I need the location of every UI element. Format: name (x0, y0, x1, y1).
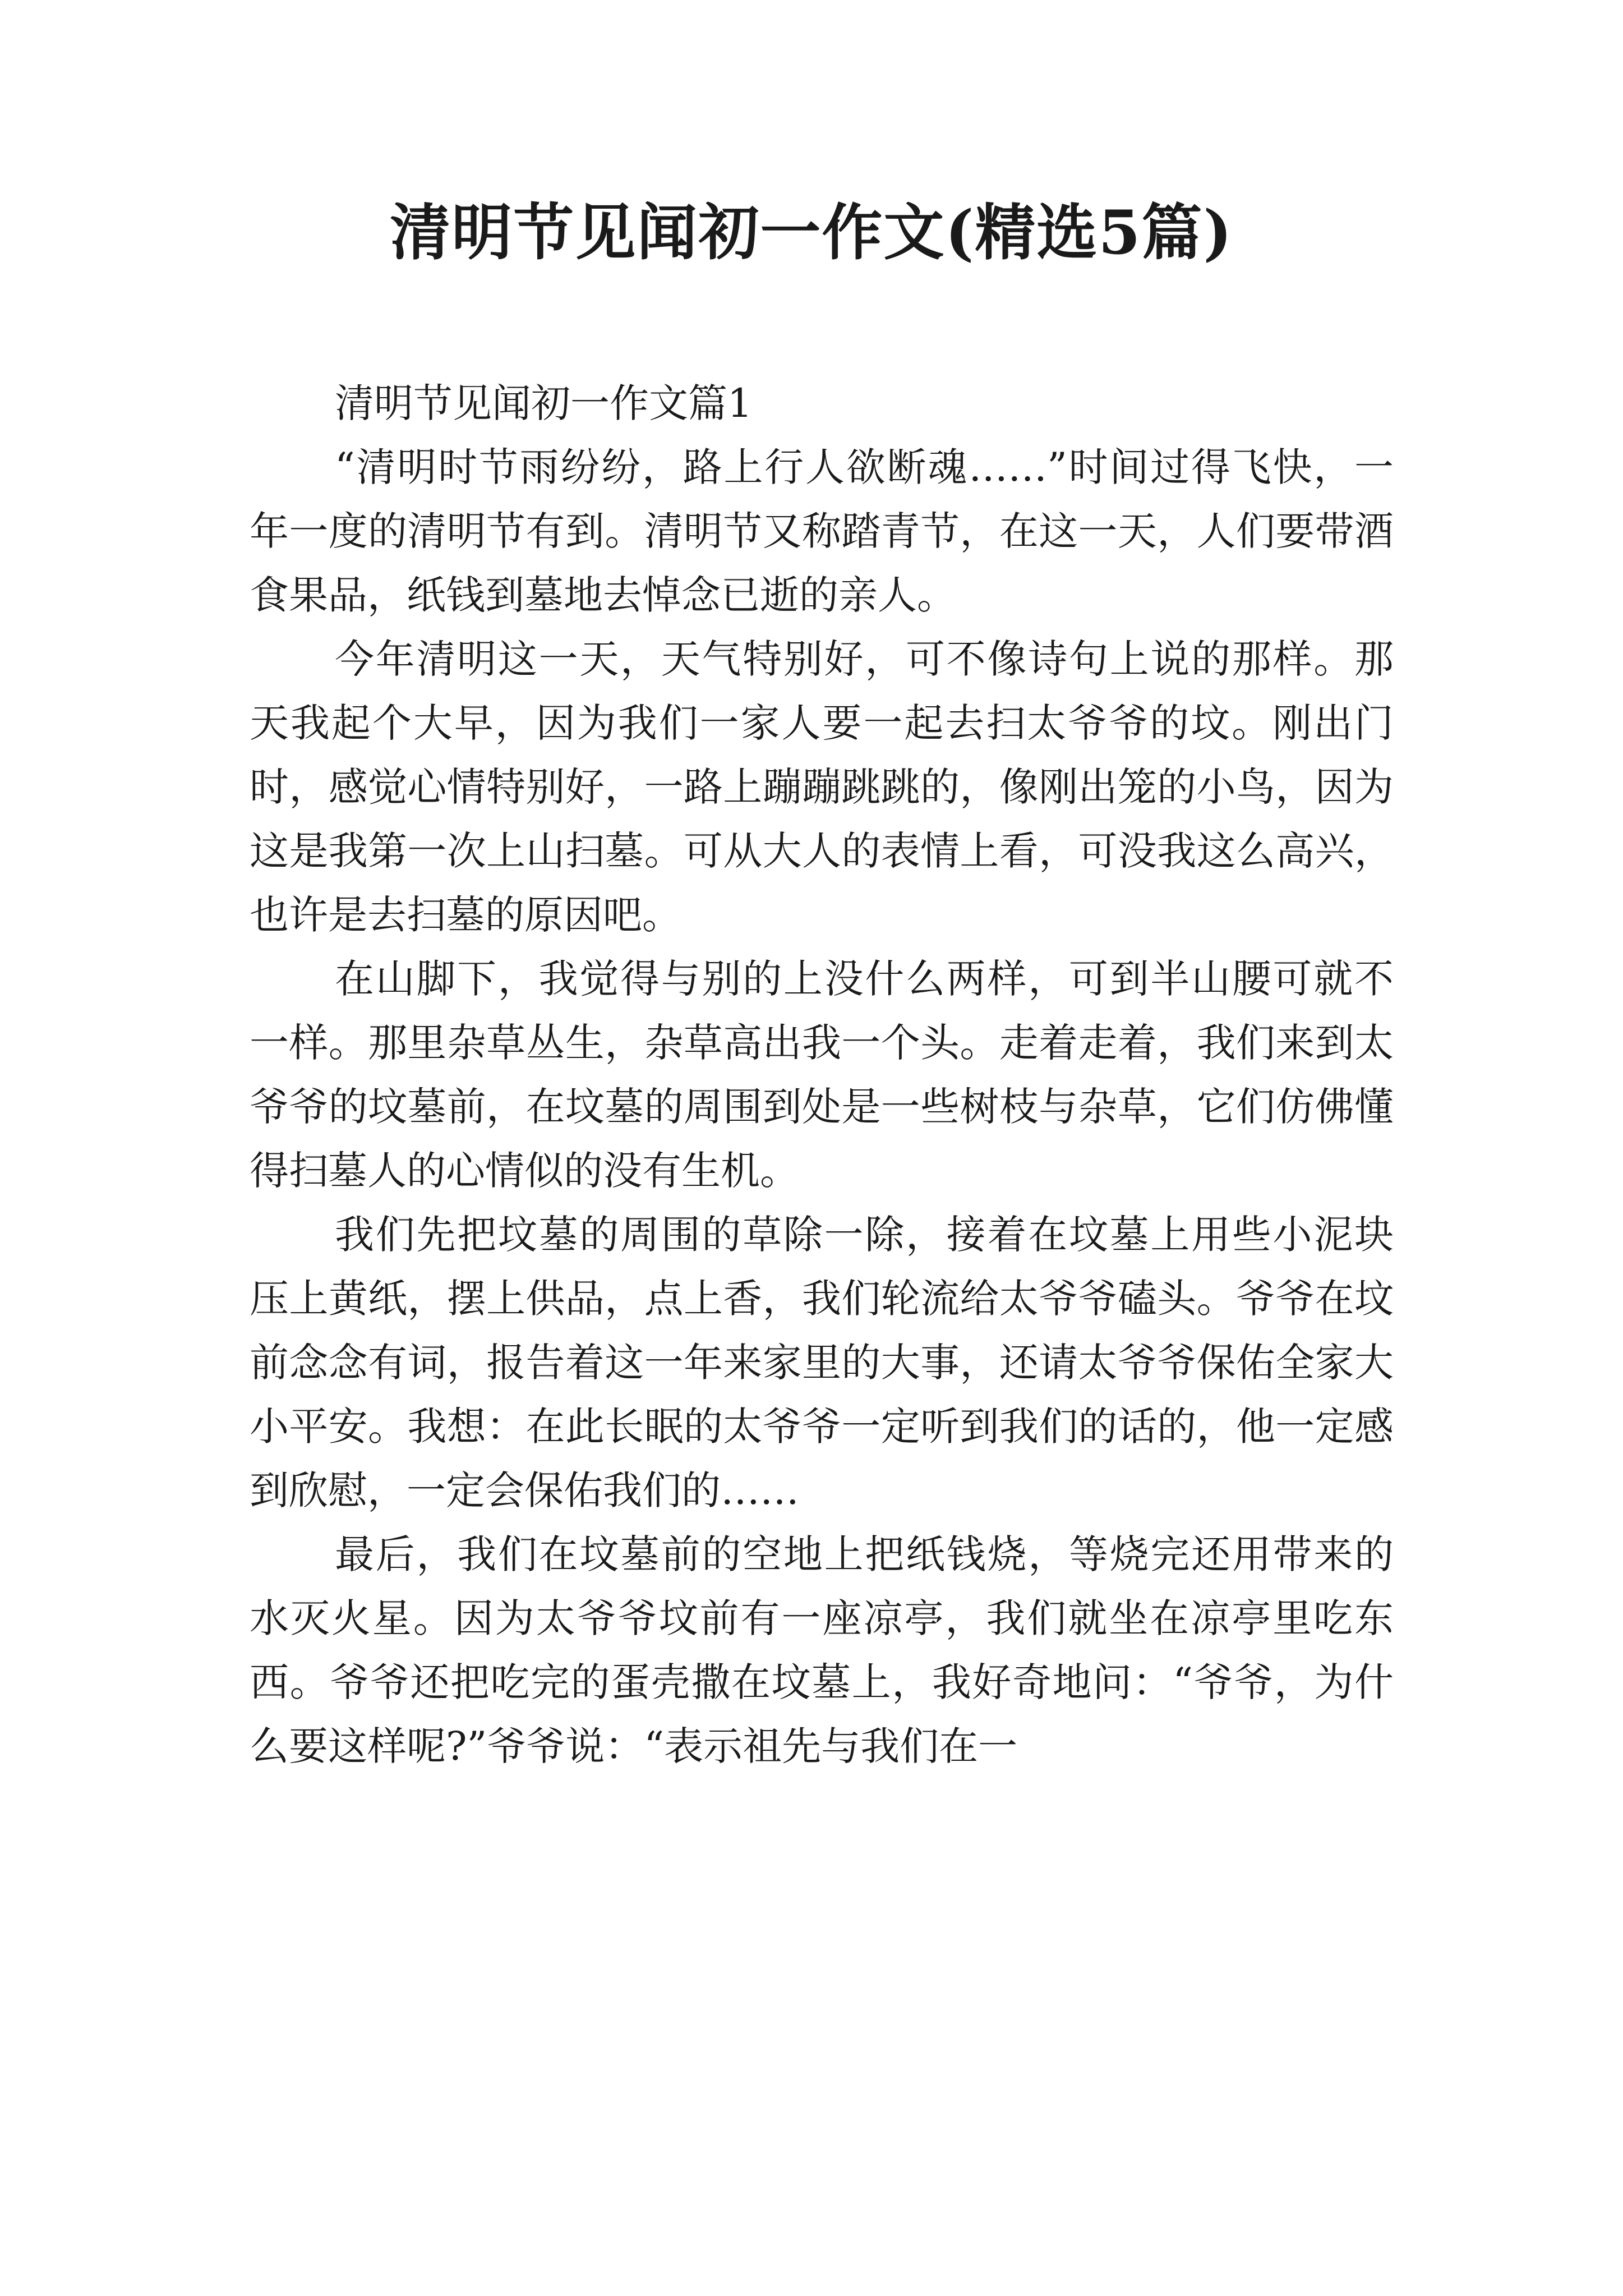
paragraph-5: 最后，我们在坟墓前的空地上把纸钱烧，等烧完还用带来的水灭火星。因为太爷爷坟前有一座凉亭，我们就坐在凉亭里吃东西。爷爷还把吃完的蛋壳撒在坟墓上，我好奇地问：“爷爷，为什么要这样呢?”爷爷说：“表示祖先与我们在一 (250, 1531, 1394, 1769)
paragraph-1: “清明时节雨纷纷，路上行人欲断魂……”时间过得飞快，一年一度的清明节有到。清明节又称踏青节，在这一天，人们要带酒食果品，纸钱到墓地去悼念已逝的亲人。 (250, 444, 1394, 618)
section-heading: 清明节见闻初一作文篇1 (335, 380, 753, 426)
paragraph-4: 我们先把坟墓的周围的草除一除，接着在坟墓上用些小泥块压上黄纸，摆上供品，点上香，我们轮流给太爷爷磕头。爷爷在坟前念念有词，报告着这一年来家里的大事，还请太爷爷保佑全家大小平安。我想：在此长眠的太爷爷一定听到我们的话的，他一定感到欣慰，一定会保佑我们的…… (250, 1212, 1394, 1513)
document-title: 清明节见闻初一作文(精选5篇) (390, 197, 1233, 268)
document-body (250, 371, 1394, 1778)
paragraph-2: 今年清明这一天，天气特别好，可不像诗句上说的那样。那天我起个大早，因为我们一家人要一起去扫太爷爷的坟。刚出门时，感觉心情特别好，一路上蹦蹦跳跳的，像刚出笼的小鸟，因为这是我第一次上山扫墓。可从大人的表情上看，可没我这么高兴，也许是去扫墓的原因吧。 (250, 636, 1394, 938)
paragraph-3: 在山脚下，我觉得与别的上没什么两样，可到半山腰可就不一样。那里杂草丛生，杂草高出我一个头。走着走着，我们来到太爷爷的坟墓前，在坟墓的周围到处是一些树枝与杂草，它们仿佛懂得扫墓人的心情似的没有生机。 (250, 956, 1394, 1194)
